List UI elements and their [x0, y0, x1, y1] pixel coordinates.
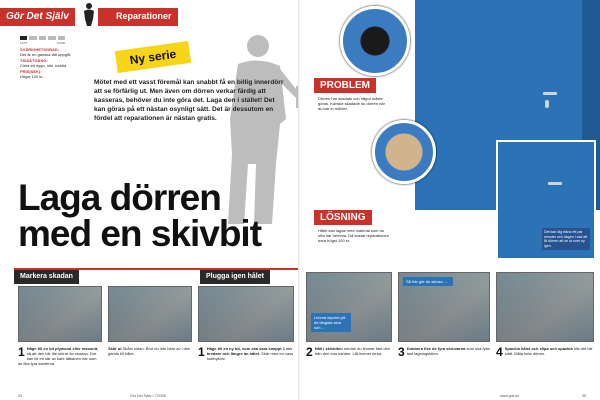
step-caption-4: 2 Håll i skivbiten medan du limmar fast den från den ena kanten. Låt limmet torka. — [306, 345, 391, 359]
problem-text: Dörren har skadats och något måste göras. Kanske skadade du dörren när du bar in möbler. — [318, 96, 385, 111]
fact-text-price: Högst 100 kr. — [20, 74, 44, 79]
door-handle-icon — [543, 92, 557, 95]
fact-heading-price: PRIS(SEK): — [20, 69, 42, 74]
problem-label: PROBLEM — [314, 78, 376, 93]
repair-closeup-image — [372, 120, 436, 184]
repaired-door-photo — [496, 140, 596, 260]
door-lock-icon — [545, 100, 549, 108]
damage-closeup-image — [340, 6, 410, 76]
difficulty-min: LÄTT — [20, 41, 28, 45]
footer-page-left: 34 — [18, 394, 22, 398]
tab-markera-skadan: Markera skadan — [14, 270, 79, 284]
fact-box — [20, 46, 90, 79]
difficulty-scale — [20, 36, 65, 45]
solution-label: LÖSNING — [314, 210, 372, 225]
fact-heading-difficulty: SVÅRIGHETSGRAD: — [20, 47, 60, 52]
result-caption: Det kan dig träna ett par minuter och dagen i vad att få dörren att se ut som ny igen. — [542, 228, 590, 250]
footer-magazine: Gör Det Själv • 7/2008 — [130, 394, 166, 398]
footer-page-right: 35 — [582, 394, 586, 398]
step-caption-2: Skär ut Skåm sidan. Brot du inte bitar av i den gamla till hålet. — [108, 346, 191, 356]
brand-label: Gör Det Själv — [0, 8, 75, 26]
step-photo-2 — [108, 286, 192, 342]
headline: Laga dörren med en skivbit — [18, 177, 262, 254]
solution-text: Hålet kan lagas med material som du ofta har hemma. Då kostar reparationen bara högst 100 kr. — [318, 228, 389, 243]
callout-1: Limma stycket på de längsta sina och ... — [311, 313, 351, 332]
section-label: Reparationer — [98, 8, 178, 26]
step-caption-3: 1 Häge till en ny bit, som ska vara knappt 1 cm bredare och längre än hålet. Skär med en vass hobbykniv. — [198, 345, 294, 361]
handyman-icon — [80, 2, 98, 26]
step-caption-5: 3 Dubbera fixe de fyra skruvarna som ska fylla fast lagningsbiten. — [398, 345, 490, 359]
fact-heading-time: TIDSÅTGÅNG: — [20, 58, 48, 63]
right-page — [300, 0, 600, 400]
step-photo-5 — [398, 272, 490, 342]
new-series-badge: Ny serie — [115, 41, 191, 73]
difficulty-max: SVÅR — [56, 41, 65, 45]
door-handle-icon — [548, 182, 562, 185]
step-caption-6: 4 Spackla hålet och slipa och spackla tills det blir slätt. Måla hela dörren. — [496, 345, 593, 359]
intro-text: Mötet med ett vasst föremål kan snabbt få en billig innerdörr att se förfärlig ut. Men även om dörren verkar färdig att kasseras, behöver du inte göra det. Laga den i stället! Det kan göras på ett nästan osynligt sätt. Det är dessutom en fördel att reparationen är nästan gratis. — [94, 79, 284, 123]
tab-plugga-igen-halet: Plugga igen hålet — [200, 270, 270, 284]
header-banner — [0, 8, 75, 26]
step-caption-1: 1 Håge till en bit plywood eller masonit, så att den blir lite större än skadan. Det kan bli ett sår av kant tätkanen när som de lika fyra kanterna. — [18, 345, 99, 366]
step-photo-3 — [198, 286, 294, 342]
step-photo-6 — [496, 272, 594, 342]
callout-2: Så här gör du skivan ... — [403, 277, 453, 286]
fact-text-time: Cirka ett dygn, inkl. torktid. — [20, 63, 68, 68]
footer-site: www.gds.se — [500, 394, 520, 398]
fact-text-difficulty: Det är en ganska lätt uppgift. — [20, 52, 72, 57]
step-photo-4 — [306, 272, 392, 342]
step-photo-1 — [18, 286, 102, 342]
